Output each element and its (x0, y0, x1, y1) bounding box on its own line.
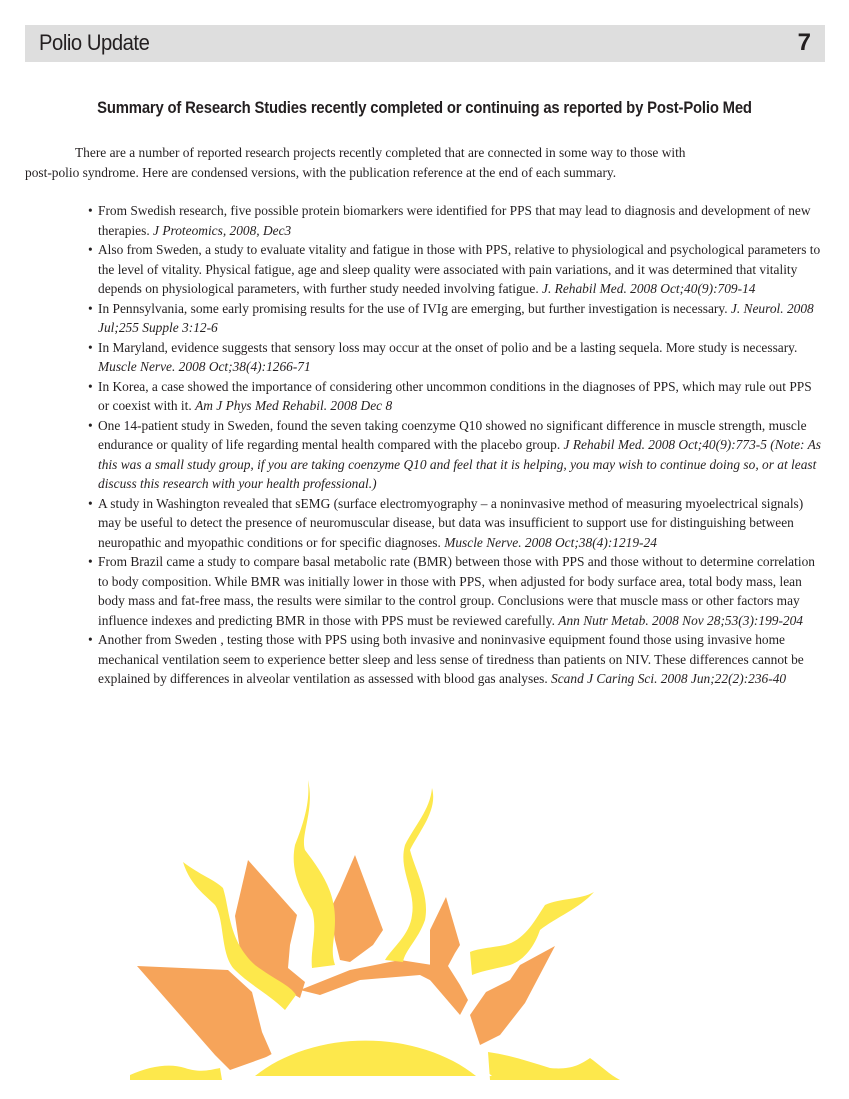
sun-ray (430, 897, 468, 1015)
study-citation: Muscle Nerve. 2008 Oct;38(4):1266-71 (98, 359, 311, 374)
study-citation: J Rehabil Med. 2008 Oct;40(9):773-5 (Note: As this was a small study group, if you are taking coenzyme Q10 and feel that it is helping, you may wish to continue doing so, or at least discuss this research with your health professional.) (98, 437, 821, 491)
intro-line-1: There are a number of reported research projects recently completed that are connected in some way to those with (75, 145, 686, 160)
section-title: Summary of Research Studies recently completed or continuing as reported by Post-Polio Med (97, 99, 752, 117)
study-item (88, 299, 823, 338)
study-item (88, 201, 823, 240)
sun-illustration (0, 770, 849, 1099)
study-citation: Ann Nutr Metab. 2008 Nov 28;53(3):199-204 (558, 612, 804, 628)
study-item (88, 338, 823, 377)
sun-ray (385, 788, 433, 962)
page-header (25, 25, 825, 62)
intro-paragraph (25, 143, 825, 183)
study-citation: Muscle Nerve. 2008 Oct;38(4):1219-24 (444, 534, 657, 550)
study-text: From Brazil came a study to compare basal metabolic rate (BMR) between those with PPS and those without to determine correlation to body composition. While BMR was initially lower in those with PPS, when adjusted for body surface area, total body mass, lean body mass and fat-free mass, the results were similar to the control group. Conclusions were that muscle mass or other factors may influence indexes and predicting BMR in those with PPS must be reviewed carefully. (98, 554, 815, 628)
bullet-icon: • (88, 554, 93, 569)
study-item (88, 240, 823, 299)
bullet-icon: • (88, 339, 93, 355)
sun-ray (488, 1052, 620, 1080)
sun-half-circle (255, 1041, 476, 1076)
study-item (88, 377, 823, 416)
study-item (88, 552, 823, 630)
bullet-icon: • (88, 632, 93, 647)
study-text: In Korea, a case showed the importance of considering other uncommon conditions in the diagnoses of PPS, which may rule out PPS or coexist with it. (98, 378, 812, 413)
study-text: In Pennsylvania, some early promising results for the use of IVIg are emerging, but further investigation is necessary. (98, 300, 731, 316)
study-text: Also from Sweden, a study to evaluate vitality and fatigue in those with PPS, relative to physiological and psychological parameters to the level of vitality. Physical fatigue, age and sleep quality were associated with pain variations, and it was determined that vitality depends on physiological parameters, with further study needed involving fatigue. (98, 242, 821, 296)
sun-ray (130, 1066, 222, 1080)
study-item (88, 416, 823, 494)
study-list (88, 201, 823, 689)
intro-line-2: post-polio syndrome. Here are condensed versions, with the publication reference at the end of each summary. (25, 165, 617, 180)
study-text: Another from Sweden , testing those with PPS using both invasive and noninvasive equipment found those using invasive home mechanical ventilation seem to experience better sleep and less sense of tiredness than patients on NIV. These differences cannot be explained by differences in alveolar ventilation as assessed with blood gas analyses. (98, 632, 804, 686)
study-text: In Maryland, evidence suggests that sensory loss may occur at the onset of polio and be a lasting sequela. More study is necessary. (98, 339, 798, 355)
study-citation: J. Neurol. 2008 Jul;255 Supple 3:12-6 (98, 300, 814, 335)
study-text: A study in Washington revealed that sEMG (surface electromyography – a noninvasive method of measuring myoelectrical signals) may be useful to detect the presence of neuromuscular disease, but data was insufficient to support use for distinguishing between neuropathic and myopathic conditions or for specific diagnoses. (98, 495, 804, 550)
study-citation: Scand J Caring Sci. 2008 Jun;22(2):236-40 (551, 671, 787, 686)
page-number: 7 (797, 29, 811, 56)
study-item (88, 630, 823, 689)
study-citation: J Proteomics, 2008, Dec3 (153, 222, 292, 238)
bullet-icon: • (88, 417, 93, 433)
bullet-icon: • (88, 378, 93, 394)
study-item (88, 494, 823, 553)
study-text: From Swedish research, five possible protein biomarkers were identified for PPS that may lead to diagnosis and development of new therapies. (98, 203, 811, 238)
sun-ray (294, 780, 335, 968)
sun-ray (330, 855, 383, 962)
bullet-icon: • (88, 203, 93, 218)
newsletter-title: Polio Update (39, 30, 150, 55)
sun-disc (240, 1032, 492, 1076)
study-citation: Am J Phys Med Rehabil. 2008 Dec 8 (195, 398, 393, 413)
bullet-icon: • (88, 495, 93, 511)
study-citation: J. Rehabil Med. 2008 Oct;40(9):709-14 (542, 281, 756, 296)
bullet-icon: • (88, 300, 93, 316)
bullet-icon: • (88, 242, 93, 257)
study-text: One 14-patient study in Sweden, found the seven taking coenzyme Q10 showed no significant difference in muscle strength, muscle endurance or quality of life regarding mental health compared with the placebo group. (98, 417, 807, 452)
